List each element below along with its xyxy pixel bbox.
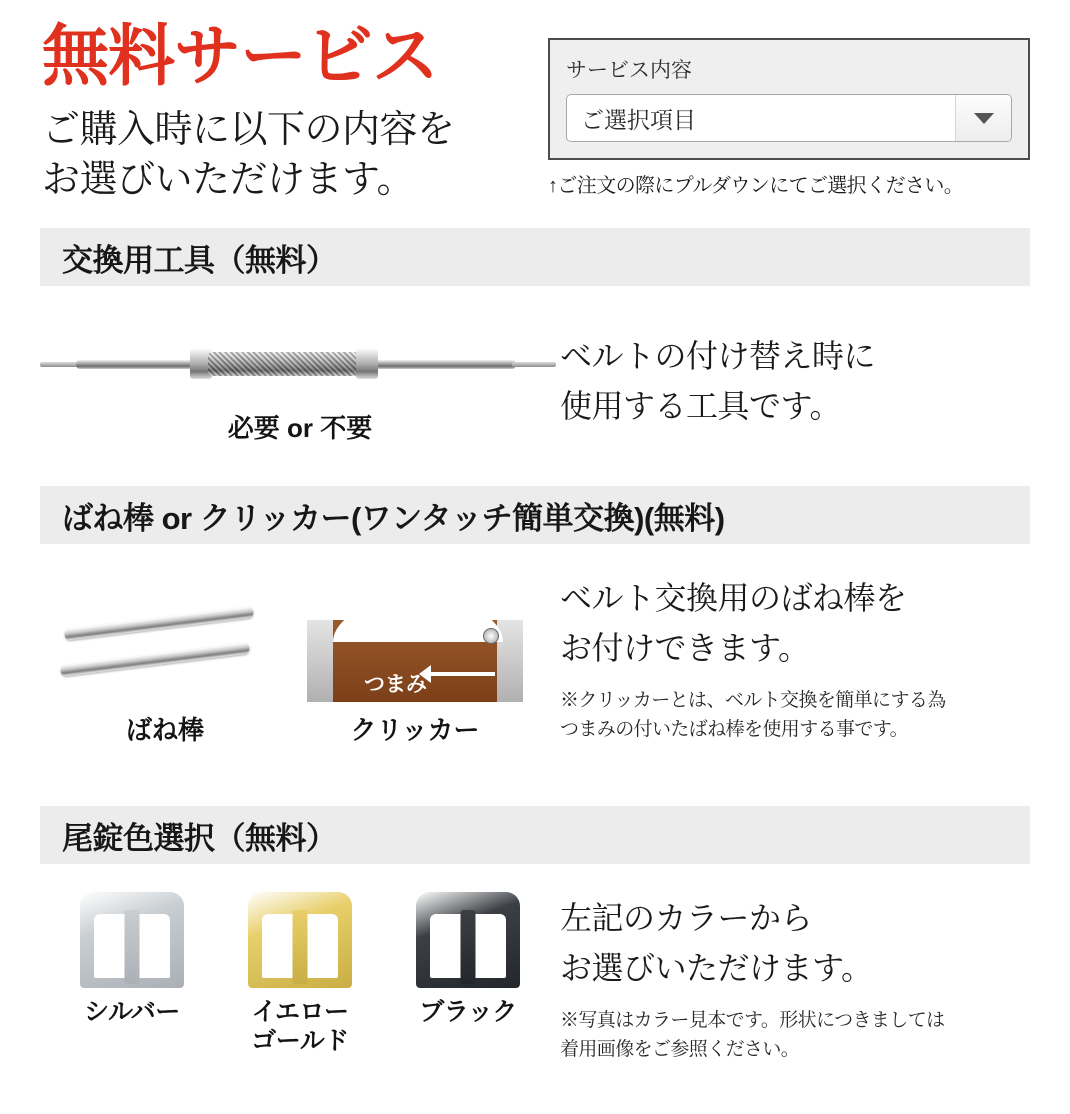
section-heading-buckle [40, 806, 1030, 864]
service-select-value: ご選択項目 [581, 106, 696, 133]
tool-desc-line1: ベルトの付け替え時に [560, 338, 876, 374]
spring-bar-1 [64, 606, 254, 640]
caret-shape [974, 113, 994, 124]
service-select-note: ↑ご注文の際にプルダウンにてご選択ください。 [548, 175, 964, 197]
buckle-tongue [461, 910, 476, 984]
buckle-description [560, 864, 1030, 1114]
service-select-block [548, 38, 1030, 198]
buckle-option-black[interactable] [388, 892, 548, 1114]
clicker-photo [307, 592, 523, 702]
page-subtitle [42, 106, 512, 205]
tool-image-block [40, 286, 560, 486]
spring-bar-2 [60, 642, 250, 676]
springbar-note-line2: つまみの付いたばね棒を使用する事です。 [560, 718, 909, 740]
clicker-column [290, 574, 540, 806]
service-select-input[interactable] [566, 94, 1012, 142]
buckle-option-yellow-gold[interactable] [220, 892, 380, 1114]
page-title: 無料サービス [42, 19, 438, 94]
section-heading-tool-label: 交換用工具（無料） [62, 242, 337, 278]
buckle-label-yellow-gold-line2: ゴールド [251, 1026, 349, 1055]
spring-bar-tool-icon [40, 328, 560, 400]
springbar-column [40, 574, 290, 806]
spring-bar-icon [40, 592, 290, 702]
clicker-knob-icon [483, 628, 499, 644]
section-heading-springbar-label: ばね棒 or クリッカー(ワンタッチ簡単交換)(無料) [62, 500, 725, 536]
tool-desc-line2: 使用する工具です。 [560, 387, 841, 424]
springbar-caption: ばね棒 [125, 715, 204, 745]
clicker-caption: クリッカー [350, 715, 480, 745]
section-heading-tool [40, 228, 1030, 286]
buckle-label-yellow-gold [220, 998, 380, 1056]
springbar-desc-line1: ベルト交換用のばね棒を [560, 580, 907, 616]
buckle-icon-silver [80, 892, 184, 988]
springbar-description [560, 544, 1030, 806]
buckle-tongue [293, 910, 308, 984]
buckle-note [560, 1007, 1030, 1064]
buckle-label-silver: シルバー [84, 998, 180, 1026]
section-springbar [0, 544, 1070, 806]
service-select-box [548, 38, 1030, 160]
buckle-desc-line1: 左記のカラーから [560, 900, 813, 936]
buckle-color-list [40, 864, 560, 1114]
buckle-icon-black [416, 892, 520, 988]
section-heading-buckle-label: 尾錠色選択（無料） [62, 820, 337, 856]
springbar-note-line1: ※クリッカーとは、ベルト交換を簡単にする為 [560, 690, 946, 712]
springbar-desc-line2: お付けできます。 [560, 629, 810, 666]
service-select-label: サービス内容 [566, 59, 692, 82]
clicker-case [307, 592, 523, 620]
chevron-down-icon[interactable] [955, 95, 1011, 141]
tool-tip-right [512, 362, 556, 367]
buckle-label-black: ブラック [419, 998, 517, 1026]
springbar-note [560, 687, 1030, 744]
tool-grip [208, 352, 358, 376]
springbar-image-block [40, 544, 560, 806]
tool-caption: 必要 or 不要 [227, 413, 373, 443]
page-subtitle-line1: ご購入時に以下の内容を [42, 109, 455, 152]
page-subtitle-line2: お選びいただけます。 [42, 158, 414, 201]
clicker-arrow-label: つまみ [364, 673, 427, 696]
buckle-note-line1: ※写真はカラー見本です。形状につきましては [560, 1010, 945, 1032]
clicker-lug-left [307, 614, 333, 702]
section-tool [0, 286, 1070, 486]
tool-description [560, 286, 1030, 486]
buckle-icon-yellow-gold [248, 892, 352, 988]
arrow-left-icon [429, 672, 495, 676]
buckle-note-line2: 着用画像をご参照ください。 [560, 1038, 800, 1060]
clicker-lug-right [497, 614, 523, 702]
header-title-block [42, 19, 512, 205]
buckle-label-yellow-gold-line1: イエロー [251, 998, 349, 1026]
section-buckle [0, 864, 1070, 1114]
section-heading-springbar [40, 486, 1030, 544]
buckle-tongue [125, 910, 140, 984]
tool-collar-right [356, 349, 378, 379]
buckle-option-silver[interactable] [52, 892, 212, 1114]
buckle-desc-line2: お選びいただけます。 [560, 949, 873, 986]
header [0, 0, 1070, 228]
